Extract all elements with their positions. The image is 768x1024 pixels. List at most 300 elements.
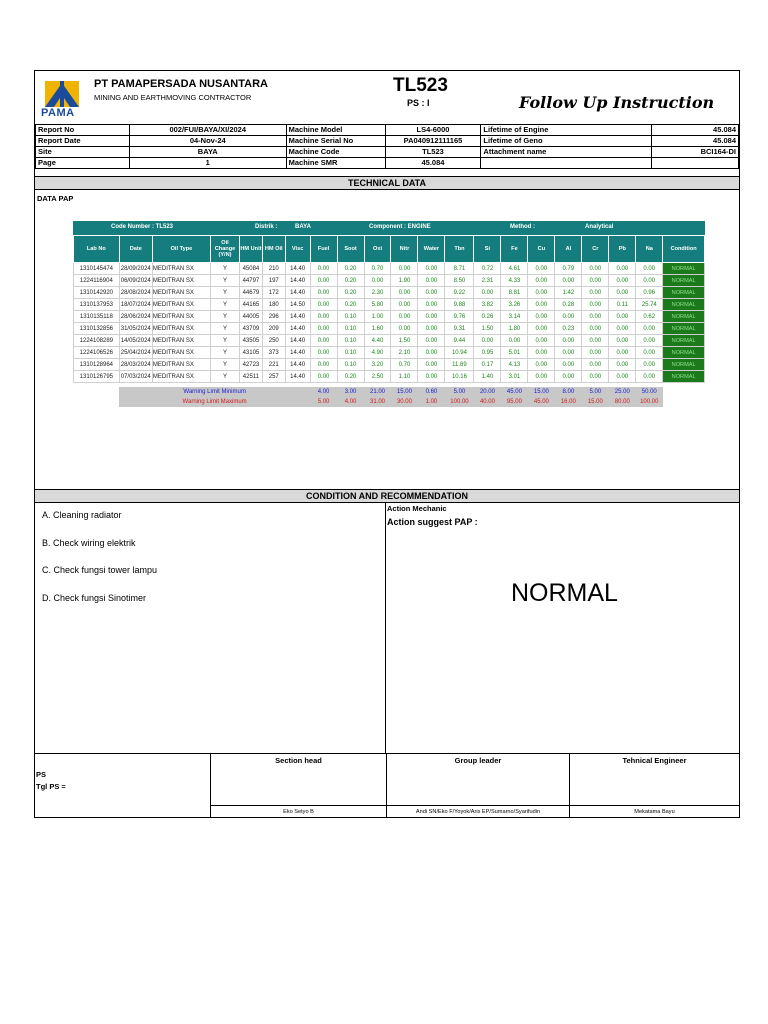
section-head-title: Section head xyxy=(275,756,322,765)
table-cell: 0.00 xyxy=(582,263,609,275)
warning-limit-value: 45.00 xyxy=(528,397,555,407)
condition-recommendation-bar: CONDITION AND RECOMMENDATION xyxy=(35,489,739,503)
table-cell: MEDITRAN SX xyxy=(152,287,210,299)
table-cell: 4.13 xyxy=(501,359,528,371)
column-header: Oil Change (Y/N) xyxy=(210,236,239,263)
info-label: Machine Code xyxy=(286,147,385,158)
warning-limit-value: 5.00 xyxy=(310,397,337,407)
condition-badge: NORMAL xyxy=(663,359,705,371)
table-cell: 0.00 xyxy=(391,299,418,311)
table-cell: 296 xyxy=(262,311,285,323)
table-cell: 0.00 xyxy=(609,359,636,371)
action-suggest-label: Action suggest PAP : xyxy=(387,517,478,527)
table-cell: 0.00 xyxy=(418,311,445,323)
warning-limit-value: 95.00 xyxy=(501,397,528,407)
table-cell: 9.31 xyxy=(445,323,474,335)
table-row xyxy=(74,335,705,347)
table-cell: 0.00 xyxy=(609,287,636,299)
table-cell: 14.50 xyxy=(285,299,310,311)
column-header: Water xyxy=(418,236,445,263)
table-cell: 28/06/2024 xyxy=(119,311,152,323)
warning-limit-value: 15.00 xyxy=(391,387,418,397)
table-cell: 9.44 xyxy=(445,335,474,347)
table-cell: 0.00 xyxy=(391,263,418,275)
table-cell: 1310132856 xyxy=(74,323,120,335)
table-cell: 14.40 xyxy=(285,335,310,347)
table-cell: 0.70 xyxy=(364,263,391,275)
condition-badge: NORMAL xyxy=(663,311,705,323)
table-cell: 0.00 xyxy=(418,287,445,299)
table-cell: 42723 xyxy=(240,359,263,371)
info-value: 1 xyxy=(129,158,286,169)
table-cell: 0.10 xyxy=(337,311,364,323)
table-cell: MEDITRAN SX xyxy=(152,323,210,335)
table-cell: 0.00 xyxy=(582,359,609,371)
table-cell: 9.88 xyxy=(445,299,474,311)
table-cell: 209 xyxy=(262,323,285,335)
warning-limit-value: 20.00 xyxy=(474,387,501,397)
distrik-label: Distrik : xyxy=(255,224,278,230)
condition-badge: NORMAL xyxy=(663,263,705,275)
table-cell: 0.00 xyxy=(582,299,609,311)
table-cell: 44679 xyxy=(240,287,263,299)
table-cell: 0.00 xyxy=(528,263,555,275)
table-cell: 0.00 xyxy=(636,323,663,335)
table-cell xyxy=(663,397,705,407)
warning-limit-value: 21.00 xyxy=(364,387,391,397)
table-cell: 0.00 xyxy=(528,371,555,383)
column-header: Condition xyxy=(663,236,705,263)
table-cell: 0.00 xyxy=(391,323,418,335)
table-cell: Y xyxy=(210,287,239,299)
recommendation-list xyxy=(35,503,386,753)
table-row xyxy=(74,275,705,287)
info-row xyxy=(36,158,739,169)
table-cell: 1224106526 xyxy=(74,347,120,359)
table-cell: 0.00 xyxy=(582,311,609,323)
table-cell: 14/05/2024 xyxy=(119,335,152,347)
table-cell: 0.00 xyxy=(310,299,337,311)
table-cell: 0.00 xyxy=(636,335,663,347)
info-value xyxy=(652,158,739,169)
warning-limit-value: 5.00 xyxy=(445,387,474,397)
table-cell: 0.00 xyxy=(636,347,663,359)
table-cell: 1.42 xyxy=(555,287,582,299)
table-cell: 0.00 xyxy=(636,275,663,287)
table-cell: 0.00 xyxy=(418,299,445,311)
table-cell: 0.10 xyxy=(337,323,364,335)
info-value: 04-Nov-24 xyxy=(129,136,286,147)
table-cell: 0.10 xyxy=(337,335,364,347)
warning-limit-value: 100.00 xyxy=(445,397,474,407)
warning-limit-value: 31.00 xyxy=(364,397,391,407)
company-name: PT PAMAPERSADA NUSANTARA xyxy=(94,78,268,90)
table-cell: 197 xyxy=(262,275,285,287)
tech-engineer-name: Mekatama Bayu xyxy=(570,805,739,818)
table-cell: 44005 xyxy=(240,311,263,323)
column-header: Oxi xyxy=(364,236,391,263)
info-label: Machine Serial No xyxy=(286,136,385,147)
info-value: PA040912111165 xyxy=(385,136,481,147)
column-header: Soot xyxy=(337,236,364,263)
column-header: HM Oil xyxy=(262,236,285,263)
table-cell: 0.28 xyxy=(555,299,582,311)
table-cell: 0.00 xyxy=(555,311,582,323)
info-label: Machine Model xyxy=(286,125,385,136)
table-cell: 8.81 xyxy=(501,287,528,299)
warning-limit-value: 15.00 xyxy=(528,387,555,397)
table-cell: 0.10 xyxy=(337,359,364,371)
warning-limit-value: 8.00 xyxy=(555,387,582,397)
table-cell: 18/07/2024 xyxy=(119,299,152,311)
column-header: Lab No xyxy=(74,236,120,263)
tech-engineer-title: Tehnical Engineer xyxy=(622,756,687,765)
info-value: LS4-6000 xyxy=(385,125,481,136)
warning-limit-row xyxy=(74,387,705,397)
table-cell: 43505 xyxy=(240,335,263,347)
table-cell: Y xyxy=(210,347,239,359)
recommendation-item: A. Cleaning radiator xyxy=(42,510,122,520)
condition-badge: NORMAL xyxy=(663,347,705,359)
info-label: Machine SMR xyxy=(286,158,385,169)
warning-limit-label: Warning Limit Minimum xyxy=(119,387,310,397)
company-subtitle: MINING AND EARTHMOVING CONTRACTOR xyxy=(94,93,252,102)
table-cell: 3.01 xyxy=(501,371,528,383)
column-header: Visc xyxy=(285,236,310,263)
table-cell: MEDITRAN SX xyxy=(152,359,210,371)
table-cell: MEDITRAN SX xyxy=(152,371,210,383)
column-header: HM Unit xyxy=(240,236,263,263)
table-cell: 1310142920 xyxy=(74,287,120,299)
oil-analysis-table xyxy=(73,235,705,407)
table-cell: 1310126795 xyxy=(74,371,120,383)
table-cell: 1.50 xyxy=(391,335,418,347)
table-cell: 3.14 xyxy=(501,311,528,323)
table-cell: 0.00 xyxy=(609,263,636,275)
oil-summary-bar xyxy=(73,221,705,235)
column-header: Fe xyxy=(501,236,528,263)
table-cell: 0.00 xyxy=(636,359,663,371)
info-label: Attachment name xyxy=(481,147,652,158)
table-cell: 0.00 xyxy=(636,263,663,275)
table-cell: 0.95 xyxy=(474,347,501,359)
info-label: Report Date xyxy=(36,136,130,147)
table-cell: 1.80 xyxy=(501,323,528,335)
table-cell: Y xyxy=(210,275,239,287)
table-cell: 4.40 xyxy=(364,335,391,347)
table-cell: 0.00 xyxy=(310,275,337,287)
table-cell: 0.00 xyxy=(609,335,636,347)
column-header: Date xyxy=(119,236,152,263)
section-head-name: Eko Setyo B xyxy=(211,805,386,818)
table-cell: 0.00 xyxy=(555,275,582,287)
table-cell: 0.26 xyxy=(474,311,501,323)
table-cell: 0.00 xyxy=(418,335,445,347)
table-cell: 0.00 xyxy=(310,323,337,335)
table-cell: 0.00 xyxy=(555,371,582,383)
table-cell: 42511 xyxy=(240,371,263,383)
table-cell: 0.00 xyxy=(418,323,445,335)
table-cell: 0.00 xyxy=(418,359,445,371)
table-cell: 9.22 xyxy=(445,287,474,299)
table-cell: 1.40 xyxy=(474,371,501,383)
table-cell: 0.11 xyxy=(609,299,636,311)
table-cell: 0.00 xyxy=(528,359,555,371)
table-cell: Y xyxy=(210,371,239,383)
ps-label: PS : I xyxy=(407,98,430,108)
table-cell: 28/08/2024 xyxy=(119,287,152,299)
recommendation-item: C. Check fungsi tower lampu xyxy=(42,565,158,575)
recommendation-item: B. Check wiring elektrik xyxy=(42,538,136,548)
table-cell: 44797 xyxy=(240,275,263,287)
status-normal: NORMAL xyxy=(511,579,618,607)
warning-limit-value: 0.60 xyxy=(418,387,445,397)
method-label: Method : xyxy=(510,224,535,230)
info-value: BCI164-DI xyxy=(652,147,739,158)
table-cell: 1310137953 xyxy=(74,299,120,311)
table-cell: 0.00 xyxy=(364,275,391,287)
info-value: 002/FUI/BAYA/XI/2024 xyxy=(129,125,286,136)
table-cell: 0.20 xyxy=(337,299,364,311)
table-cell: 0.00 xyxy=(609,275,636,287)
table-cell: 0.00 xyxy=(528,323,555,335)
table-cell: 44165 xyxy=(240,299,263,311)
column-header: Tbn xyxy=(445,236,474,263)
table-cell: 1224108289 xyxy=(74,335,120,347)
recommendation-item: D. Check fungsi Sinotimer xyxy=(42,593,147,603)
section-head-cell xyxy=(210,754,386,818)
table-row xyxy=(74,347,705,359)
column-header: Pb xyxy=(609,236,636,263)
table-cell: 0.96 xyxy=(636,287,663,299)
condition-badge: NORMAL xyxy=(663,323,705,335)
warning-limit-label: Warning Limit Maximum xyxy=(119,397,310,407)
data-pap-label: DATA PAP xyxy=(37,194,74,203)
component-label: Component : ENGINE xyxy=(369,224,431,230)
table-cell: 0.20 xyxy=(337,263,364,275)
table-cell: 210 xyxy=(262,263,285,275)
table-cell xyxy=(663,387,705,397)
table-cell: 1310128964 xyxy=(74,359,120,371)
table-cell: 43709 xyxy=(240,323,263,335)
logo-text: PAMA xyxy=(41,107,75,119)
table-cell: 257 xyxy=(262,371,285,383)
table-cell: Y xyxy=(210,311,239,323)
table-cell: 25.74 xyxy=(636,299,663,311)
info-label: Lifetime of Engine xyxy=(481,125,652,136)
code-number: Code Number : TL523 xyxy=(111,224,174,230)
table-cell: 2.50 xyxy=(364,371,391,383)
method-value: Analytical xyxy=(585,224,614,230)
warning-limit-value: 30.00 xyxy=(391,397,418,407)
table-cell: 0.00 xyxy=(474,335,501,347)
tech-engineer-cell xyxy=(569,754,739,818)
group-leader-title: Group leader xyxy=(454,756,502,765)
table-cell: 07/03/2024 xyxy=(119,371,152,383)
table-cell: 0.00 xyxy=(391,287,418,299)
table-cell: 3.26 xyxy=(501,299,528,311)
table-cell: 0.00 xyxy=(555,359,582,371)
oil-analysis-panel xyxy=(73,221,705,407)
table-cell: 0.20 xyxy=(337,287,364,299)
column-header: Na xyxy=(636,236,663,263)
table-row xyxy=(74,311,705,323)
info-label: Site xyxy=(36,147,130,158)
table-cell: 0.00 xyxy=(528,275,555,287)
table-cell: 14.40 xyxy=(285,287,310,299)
table-cell: 0.00 xyxy=(310,311,337,323)
table-cell: 0.00 xyxy=(310,347,337,359)
table-cell: 25/04/2024 xyxy=(119,347,152,359)
warning-limit-value: 25.00 xyxy=(609,387,636,397)
table-cell: 0.00 xyxy=(609,347,636,359)
table-cell: 9.76 xyxy=(445,311,474,323)
table-cell: 0.00 xyxy=(582,275,609,287)
table-cell: 28/09/2024 xyxy=(119,263,152,275)
warning-limit-value: 5.00 xyxy=(582,387,609,397)
table-cell: 0.70 xyxy=(391,359,418,371)
table-cell: 0.00 xyxy=(418,347,445,359)
condition-badge: NORMAL xyxy=(663,287,705,299)
table-cell: 2.30 xyxy=(364,287,391,299)
warning-limit-value: 16.00 xyxy=(555,397,582,407)
table-cell: 4.90 xyxy=(364,347,391,359)
warning-limit-value: 4.00 xyxy=(337,397,364,407)
table-cell: 0.00 xyxy=(528,335,555,347)
table-cell: 0.00 xyxy=(528,311,555,323)
table-cell: 2.31 xyxy=(474,275,501,287)
tgl-ps-field: Tgl PS = xyxy=(36,782,66,791)
action-mechanic-label: Action Mechanic xyxy=(387,504,447,513)
table-row xyxy=(74,263,705,275)
table-cell xyxy=(74,397,120,407)
table-cell: MEDITRAN SX xyxy=(152,263,210,275)
table-cell: 14.40 xyxy=(285,371,310,383)
table-cell: 0.00 xyxy=(418,275,445,287)
table-cell: 0.00 xyxy=(528,287,555,299)
table-cell: Y xyxy=(210,359,239,371)
info-row xyxy=(36,125,739,136)
table-cell: 0.00 xyxy=(391,311,418,323)
table-cell: 14.40 xyxy=(285,275,310,287)
table-cell: MEDITRAN SX xyxy=(152,299,210,311)
table-cell: 172 xyxy=(262,287,285,299)
info-value: TL523 xyxy=(385,147,481,158)
condition-badge: NORMAL xyxy=(663,335,705,347)
table-cell: 8.50 xyxy=(445,275,474,287)
table-cell: 0.00 xyxy=(609,371,636,383)
table-cell: 1224116904 xyxy=(74,275,120,287)
table-cell: 0.72 xyxy=(474,263,501,275)
condition-badge: NORMAL xyxy=(663,275,705,287)
column-header: Cu xyxy=(528,236,555,263)
table-cell: 31/05/2024 xyxy=(119,323,152,335)
column-header: Si xyxy=(474,236,501,263)
table-cell: 3.20 xyxy=(364,359,391,371)
table-cell: 0.00 xyxy=(582,287,609,299)
column-header: Al xyxy=(555,236,582,263)
table-cell: 11.69 xyxy=(445,359,474,371)
warning-limit-value: 80.00 xyxy=(609,397,636,407)
table-cell: 0.00 xyxy=(418,263,445,275)
warning-limit-value: 45.00 xyxy=(501,387,528,397)
follow-up-instruction-sheet xyxy=(34,70,740,818)
info-value: 45.084 xyxy=(652,136,739,147)
table-cell: 0.00 xyxy=(582,347,609,359)
table-cell: 0.10 xyxy=(337,347,364,359)
table-cell: 5.80 xyxy=(364,299,391,311)
warning-limit-value: 4.00 xyxy=(310,387,337,397)
table-cell: 10.16 xyxy=(445,371,474,383)
table-cell: 0.00 xyxy=(418,371,445,383)
warning-limit-value: 1.00 xyxy=(418,397,445,407)
table-cell: 0.00 xyxy=(528,347,555,359)
warning-limit-row xyxy=(74,397,705,407)
table-cell: 0.00 xyxy=(636,371,663,383)
machine-info-table xyxy=(35,124,739,169)
table-cell: 0.62 xyxy=(636,311,663,323)
table-cell: 0.20 xyxy=(337,275,364,287)
signature-footer xyxy=(35,753,739,818)
info-value: 45.084 xyxy=(385,158,481,169)
table-cell: Y xyxy=(210,299,239,311)
info-label xyxy=(481,158,652,169)
distrik-value: BAYA xyxy=(295,224,311,230)
table-cell: 0.00 xyxy=(474,287,501,299)
table-cell: 1310145474 xyxy=(74,263,120,275)
table-cell: 45084 xyxy=(240,263,263,275)
table-cell: 0.17 xyxy=(474,359,501,371)
table-cell: 14.40 xyxy=(285,263,310,275)
info-row xyxy=(36,136,739,147)
table-cell: 0.00 xyxy=(310,335,337,347)
warning-limit-value: 3.00 xyxy=(337,387,364,397)
table-cell: 2.10 xyxy=(391,347,418,359)
table-cell: 0.00 xyxy=(555,347,582,359)
table-cell: MEDITRAN SX xyxy=(152,275,210,287)
technical-data-bar: TECHNICAL DATA xyxy=(35,176,739,190)
info-label: Lifetime of Geno xyxy=(481,136,652,147)
table-cell: MEDITRAN SX xyxy=(152,335,210,347)
table-cell: 0.00 xyxy=(582,371,609,383)
column-header: Nitr xyxy=(391,236,418,263)
table-cell: 0.00 xyxy=(310,287,337,299)
table-cell: 28/03/2024 xyxy=(119,359,152,371)
table-cell: 250 xyxy=(262,335,285,347)
table-cell: MEDITRAN SX xyxy=(152,347,210,359)
table-cell: 14.40 xyxy=(285,311,310,323)
table-cell: 180 xyxy=(262,299,285,311)
info-value: BAYA xyxy=(129,147,286,158)
table-cell: 373 xyxy=(262,347,285,359)
table-cell: 10.94 xyxy=(445,347,474,359)
table-cell: 1.10 xyxy=(391,371,418,383)
table-cell: Y xyxy=(210,323,239,335)
table-row xyxy=(74,323,705,335)
table-cell: 0.00 xyxy=(582,323,609,335)
table-cell: 06/09/2024 xyxy=(119,275,152,287)
table-cell: 14.40 xyxy=(285,359,310,371)
table-row xyxy=(74,371,705,383)
table-cell: 14.40 xyxy=(285,323,310,335)
warning-limit-value: 15.00 xyxy=(582,397,609,407)
table-cell: 43105 xyxy=(240,347,263,359)
column-header: Fuel xyxy=(310,236,337,263)
table-cell: 221 xyxy=(262,359,285,371)
table-cell: 0.79 xyxy=(555,263,582,275)
table-cell: 0.00 xyxy=(501,335,528,347)
info-label: Page xyxy=(36,158,130,169)
